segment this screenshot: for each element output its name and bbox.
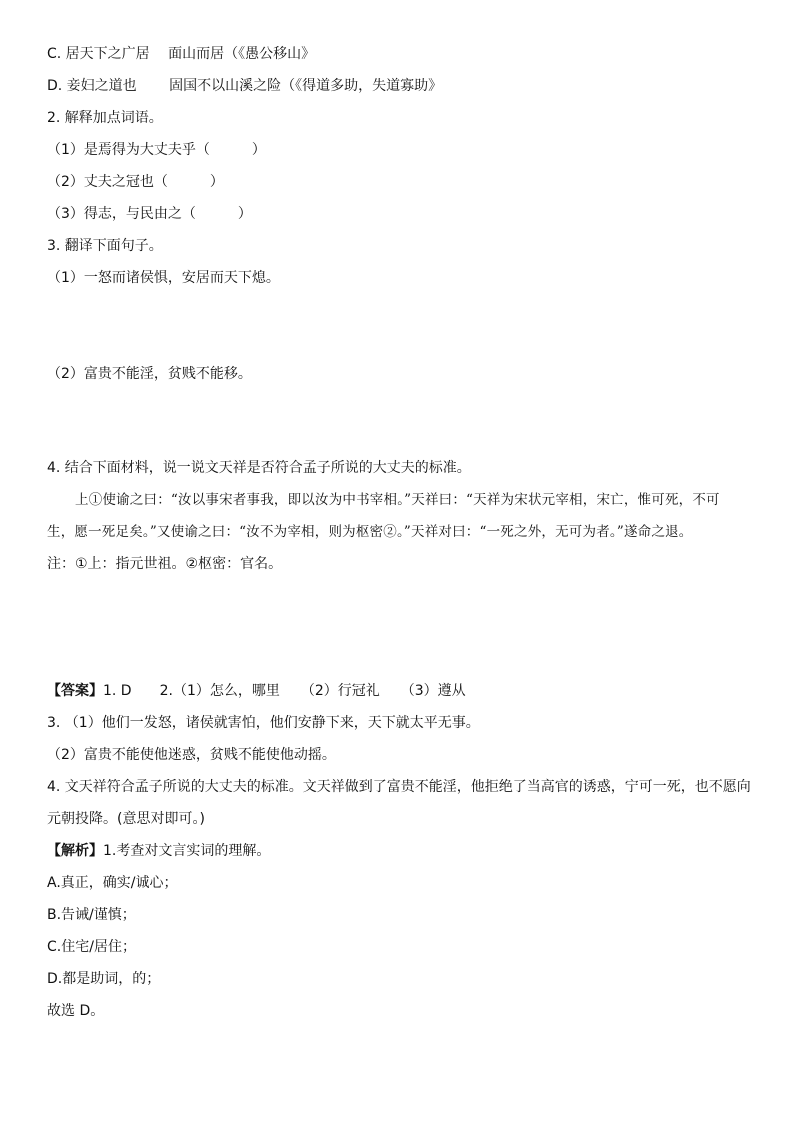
answer-tag: 【答案】 [47, 683, 103, 699]
answer-line-2: 3. （1）他们一发怒，诸侯就害怕，他们安静下来，天下就太平无事。 [47, 715, 480, 731]
question-2-item-2: （2）丈夫之冠也（ ） [47, 174, 224, 190]
analysis-option-c: C.住宅/居住； [47, 939, 136, 955]
question-2-item-1: （1）是焉得为大丈夫乎（ ） [47, 142, 266, 158]
answer-line-3: （2）富贵不能使他迷惑，贫贱不能使他动摇。 [47, 747, 336, 763]
material-note: 注：①上：指元世祖。②枢密：官名。 [47, 556, 283, 572]
analysis-title: 1.考查对文言实词的理解。 [103, 843, 271, 859]
answer-line-1 [47, 681, 466, 701]
analysis-option-d: D.都是助词，的； [47, 971, 161, 987]
question-3-item-1: （1）一怒而诸侯惧，安居而天下熄。 [47, 270, 280, 286]
analysis-option-b: B.告诫/谨慎； [47, 907, 136, 923]
question-2-item-3: （3）得志，与民由之（ ） [47, 206, 252, 222]
analysis-option-a: A.真正，确实/诚心； [47, 875, 178, 891]
answer-line-4: 4. 文天祥符合孟子所说的大丈夫的标准。文天祥做到了富贵不能淫，他拒绝了当高官的诱惑，宁可一死，也不愿向 [47, 779, 751, 795]
answer-line-5: 元朝投降。(意思对即可。) [47, 811, 205, 827]
question-4-title: 4. 结合下面材料，说一说文天祥是否符合孟子所说的大丈夫的标准。 [47, 460, 471, 476]
answer-text-1: 1. D 2.（1）怎么，哪里 （2）行冠礼 （3）遵从 [103, 683, 466, 699]
option-d: D. 妾妇之道也 固国不以山溪之险（《得道多助，失道寡助》 [47, 78, 443, 94]
question-3-item-2: （2）富贵不能淫，贫贱不能移。 [47, 366, 252, 382]
material-line-1: 上①使谕之曰：“汝以事宋者事我，即以汝为中书宰相。”天祥曰：“天祥为宋状元宰相，宋亡，惟可死，不可 [75, 492, 720, 508]
analysis-title-line [47, 841, 270, 861]
analysis-tag: 【解析】 [47, 843, 103, 859]
analysis-conclusion: 故选 D。 [47, 1003, 105, 1019]
question-2-title: 2. 解释加点词语。 [47, 110, 163, 126]
question-3-title: 3. 翻译下面句子。 [47, 238, 163, 254]
option-c: C. 居天下之广居 面山而居（《愚公移山》 [47, 46, 316, 62]
material-line-2: 生，愿一死足矣。”又使谕之曰：“汝不为宰相，则为枢密②。”天祥对曰：“一死之外，无可为者。”遂命之退。 [47, 524, 693, 540]
